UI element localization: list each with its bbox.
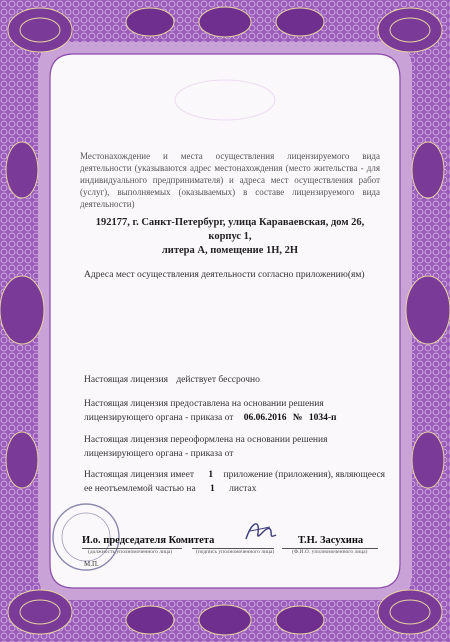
appendix-line-1a: Настоящая лицензия имеет (84, 470, 195, 480)
appendix-count: 1 (208, 470, 214, 480)
address-line-1: 192177, г. Санкт-Петербург, улица Караваевская, дом 26, корпус 1, (95, 217, 365, 242)
signer-name: Т.Н. Засухина (298, 535, 364, 546)
stamp-mark: М.П. (84, 560, 99, 568)
location-block (80, 150, 380, 258)
appendix-sheets: 1 (210, 484, 215, 494)
reissue-line-1: Настоящая лицензия переоформлена на основании решения (84, 435, 328, 445)
location-caption: Местонахождение и места осуществления лицензируемого вида деятельности (указываются адрес местонахождения (место жительства - для индивидуального предпринимателя) и адреса мест осуществления работ (услуг), выполняемых (оказываемых) в составе лицензируемого вида деятельности) (80, 151, 380, 209)
basis-number-label: № (292, 413, 303, 423)
basis-line-2: лицензирующего органа - приказа от (84, 413, 234, 423)
address-line-2: литера А, помещение 1Н, 2Н (161, 245, 299, 256)
appendix-block (84, 468, 385, 496)
appendix-line-2a: ее неотъемлемой частью на (84, 484, 196, 494)
basis-number: 1034-п (308, 413, 337, 423)
reissue-line-2: лицензирующего органа - приказа от (84, 449, 234, 459)
caption-position: (должность уполномоченного лица) (88, 549, 173, 555)
validity-label: Настоящая лицензия (84, 375, 168, 385)
address (80, 216, 380, 258)
validity-value: действует бессрочно (176, 375, 260, 385)
caption-signature: (подпись уполномоченного лица) (196, 549, 275, 555)
reissue-block (84, 433, 327, 461)
appendix-line-2b: листах (229, 484, 257, 494)
basis-date: 06.06.2016 (243, 413, 287, 423)
signer-title: И.о. председателя Комитета (82, 535, 215, 546)
caption-name: (Ф.И.О. уполномоченного лица) (292, 549, 368, 555)
signature (240, 515, 280, 549)
appendix-line-1b: приложение (приложения), являющееся (223, 470, 386, 480)
validity-row (84, 375, 260, 385)
basis-line-1: Настоящая лицензия предоставлена на основании решения (84, 399, 324, 409)
basis-block (84, 397, 336, 425)
appendix-addresses: Адреса мест осуществления деятельности согласно приложению(ям) (84, 270, 365, 280)
